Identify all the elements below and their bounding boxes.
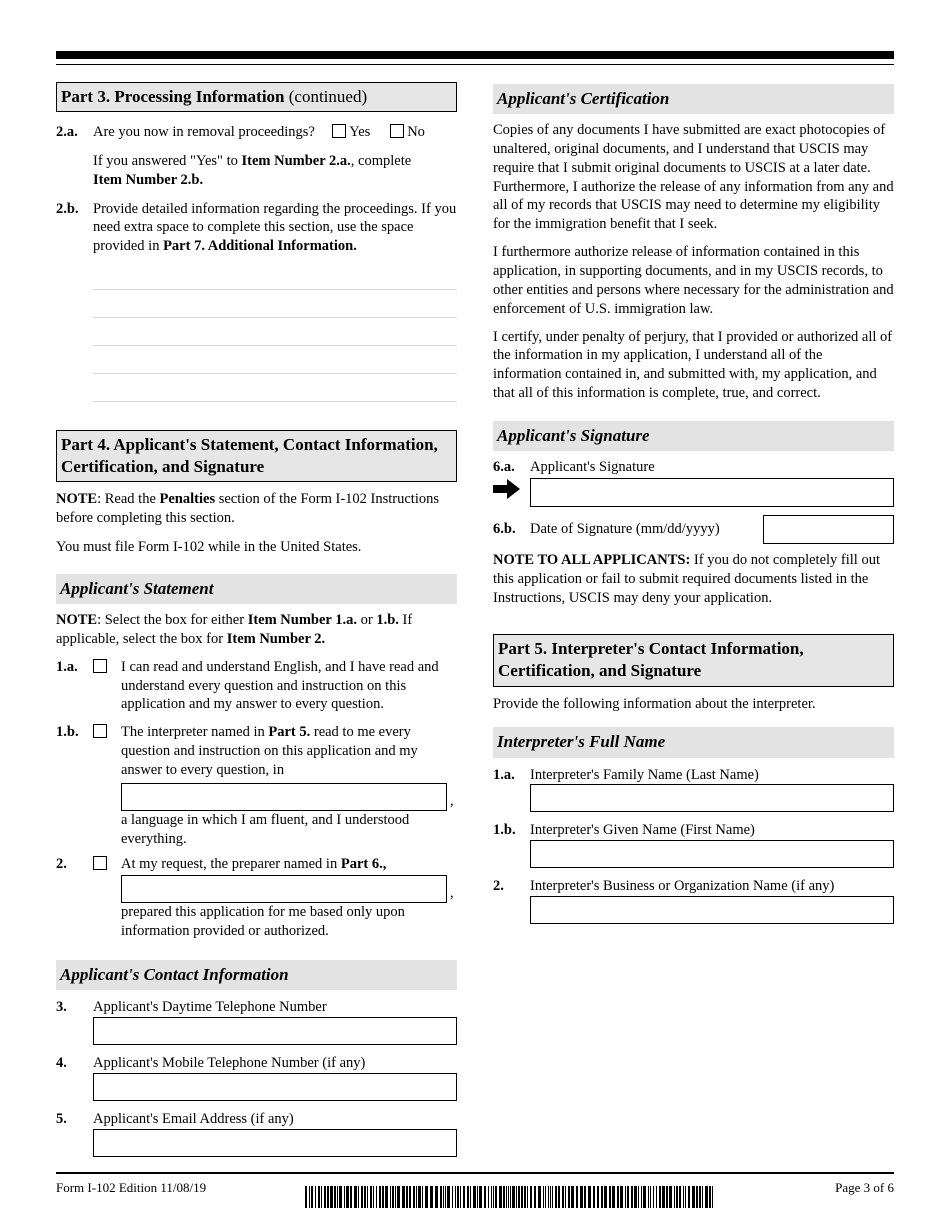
left-column [56,82,457,1157]
part3-continued: (continued) [288,87,368,106]
item-2a-note [93,152,457,190]
item-4-label: Applicant's Mobile Telephone Number (if any) [93,1054,366,1071]
signature-date-field[interactable] [763,515,894,544]
item-1b [56,723,457,848]
part4-note-label: NOTE [56,491,98,508]
item-3 [56,998,457,1017]
note-to-applicants-label: NOTE TO ALL APPLICANTS: [493,551,691,568]
item-6a-label: Applicant's Signature [530,459,655,475]
item-4 [56,1054,457,1073]
email-field[interactable] [93,1129,457,1157]
certification-p2: I furthermore authorize release of information contained in this application, in supporting documents, and in my USCIS records, to other entities and persons where necessary for the administration and enforcement of U.S. immigration law. [493,244,894,317]
item-5 [56,1110,457,1129]
item-2-preparer [56,855,457,941]
item-3-label: Applicant's Daytime Telephone Number [93,999,327,1016]
interpreter-checkbox[interactable] [93,724,107,738]
item-2a-note-mid: , complete [350,152,412,169]
note-to-applicants [493,551,894,608]
right-column [493,82,894,924]
item-2a-number: 2.a. [56,124,78,141]
removal-yes-checkbox[interactable] [332,124,346,138]
footer-rule [56,1172,894,1174]
part3-header [56,82,457,112]
interpreter-family-name-field[interactable] [530,784,894,812]
statement-note-ref3: Item Number 2. [226,630,326,647]
item-1b-pre: The interpreter named in [121,724,269,741]
item-2a [56,123,457,142]
item-3-number: 3. [56,999,67,1016]
item-2-number: 2. [56,856,67,873]
item-2a-note-text: If you answered "Yes" to [93,152,242,169]
item-2b-ref: Part 7. Additional Information. [163,238,357,255]
applicant-contact-header: Applicant's Contact Information [56,960,457,990]
signature-row [493,478,894,507]
item-1b-post: read to me every question and instruction on this application and my answer to every question, in [121,724,418,778]
top-rule-thick [56,51,894,59]
statement-note-1: : Select the box for either [97,611,248,628]
certification-p3: I certify, under penalty of perjury, that I provided or authorized all of the information in my application, I understand all of the information contained in, and submitted with, my application, and that all of this information is complete, true, and correct. [493,328,893,402]
interp-item-1b [493,821,894,840]
signature-header: Applicant's Signature [493,421,894,451]
part4-file-note: You must file Form I-102 while in the United States. [56,539,362,556]
statement-note-label: NOTE [56,611,98,628]
interp-item-1a-label: Interpreter's Family Name (Last Name) [530,766,759,783]
preparer-name-field[interactable] [121,875,447,903]
part4-note [56,490,457,528]
part5-header [493,634,894,686]
applicant-statement-header: Applicant's Statement [56,574,457,604]
interp-item-1a [493,766,894,785]
part4-note-pre: : Read the [97,491,160,508]
footer-page-number: Page 3 of 6 [835,1180,894,1195]
statement-note-2: or [356,611,377,628]
english-checkbox[interactable] [93,659,107,673]
statement-note-ref2: 1.b. [376,611,399,628]
interpreter-name-header: Interpreter's Full Name [493,727,894,757]
item-1a-number: 1.a. [56,658,78,675]
removal-no-label: No [407,124,425,141]
removal-yes-label: Yes [349,124,371,141]
language-comma: , [450,792,454,809]
note-to-applicants-text: If you do not completely fill out this application or fail to submit required documents listed in the Instructions, USCIS may deny your application. [493,551,880,606]
interpreter-given-name-field[interactable] [530,840,894,868]
footer-form-edition: Form I-102 Edition 11/08/19 [56,1180,207,1195]
item-4-number: 4. [56,1054,67,1071]
mobile-phone-field[interactable] [93,1073,457,1101]
item-5-label: Applicant's Email Address (if any) [93,1110,294,1127]
statement-note [56,611,457,649]
part5-intro: Provide the following information about the interpreter. [493,695,816,712]
interpreter-business-field[interactable] [530,896,894,924]
certification-header: Applicant's Certification [493,84,894,114]
removal-no-checkbox[interactable] [390,124,404,138]
item-2-after: prepared this application for me based only upon information provided or authorized. [121,904,405,940]
item-1b-after: a language in which I am fluent, and I understood everything. [121,811,410,847]
part4-note-post: section of the Form I-102 Instructions before completing this section. [56,491,440,527]
statement-note-ref1: Item Number 1.a. [247,611,357,628]
part4-header [56,430,457,482]
item-2b [56,200,457,257]
item-1b-ref: Part 5. [268,724,311,741]
item-1a-text: I can read and understand English, and I have read and understand every question and instruction on this application and my answer to every question. [121,658,439,713]
certification-p1: Copies of any documents I have submitted are exact photocopies of unaltered, original documents, and I understand that USCIS may require that I submit original documents to USCIS at a later date. Furthermore, I authorize the release of any information from any and all of my records that USCIS may need to determine my eligibility for the immigration benefit that I seek. [493,122,894,233]
proceedings-text-area[interactable] [93,262,457,402]
preparer-checkbox[interactable] [93,856,107,870]
arrow-right-icon [493,478,530,506]
part3-title: Part 3. Processing Information [61,87,285,106]
item-2a-question: Are you now in removal proceedings? [93,124,315,141]
part5-title: Part 5. Interpreter's Contact Information, Certification, and Signature [498,639,804,681]
preparer-comma: , [450,885,454,902]
item-6b-label: Date of Signature (mm/dd/yyyy) [530,520,720,537]
interp-item-2-label: Interpreter's Business or Organization Name (if any) [530,878,835,895]
applicant-signature-field[interactable] [530,478,894,507]
item-2a-note-ref2: Item Number 2.b. [93,171,204,188]
part4-title: Part 4. Applicant's Statement, Contact Information, Certification, and Signature [61,435,438,477]
item-2b-text: Provide detailed information regarding the proceedings. If you need extra space to complete this section, use the space provided in [93,200,457,255]
interp-item-1b-label: Interpreter's Given Name (First Name) [530,822,755,839]
part4-note-penalties: Penalties [159,491,216,508]
language-field[interactable] [121,783,447,811]
item-6b-number: 6.b. [493,520,516,537]
interp-item-1b-number: 1.b. [493,822,516,839]
item-6a-number: 6.a. [493,459,515,475]
interp-item-2-number: 2. [493,878,504,895]
item-6b [493,515,894,544]
interp-item-2 [493,877,894,896]
statement-note-3: If applicable, select the box for [56,611,413,647]
item-1a [56,658,457,715]
item-2-ref: Part 6., [340,856,387,873]
item-1b-number: 1.b. [56,724,79,741]
item-5-number: 5. [56,1110,67,1127]
daytime-phone-field[interactable] [93,1017,457,1045]
item-6a [493,458,894,477]
top-rule-thin [56,64,894,65]
barcode-image [305,1186,713,1208]
item-2a-note-ref: Item Number 2.a. [241,152,351,169]
interp-item-1a-number: 1.a. [493,766,515,783]
item-2b-number: 2.b. [56,200,79,217]
item-2-pre: At my request, the preparer named in [121,856,341,873]
